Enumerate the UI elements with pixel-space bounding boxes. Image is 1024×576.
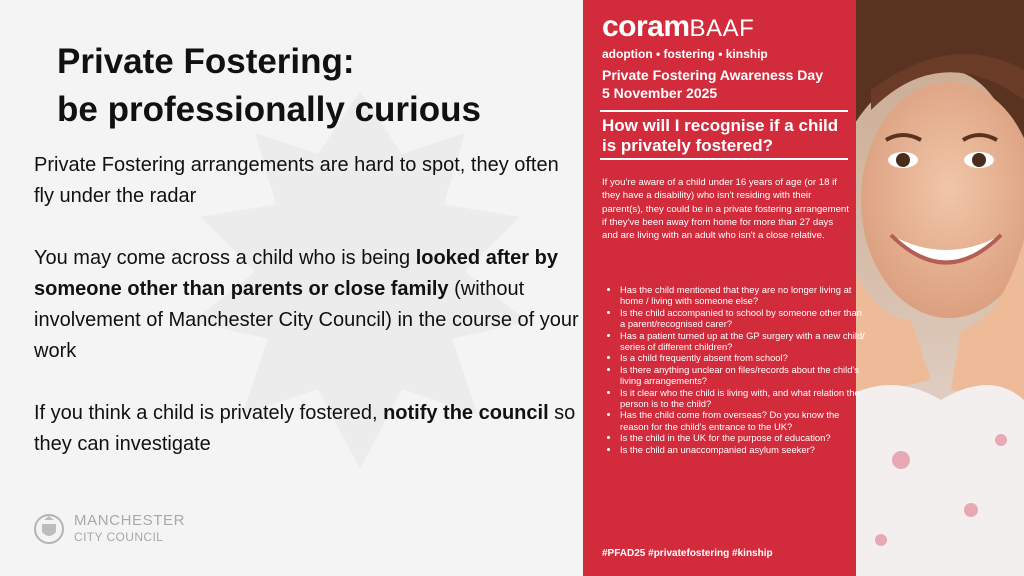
list-item: • Is the child an unaccompanied asylum seeker? [620,444,866,455]
paragraph-notify-bold: notify the council [383,402,549,424]
divider-bottom [600,158,848,160]
corambaaf-logo [602,10,768,61]
list-item: • Is a child frequently absent from school? [620,352,866,363]
logo-main: coram [602,10,690,43]
event-info [602,66,823,102]
paragraph-notify-end: so they can investigate [34,402,576,455]
paragraph-looked-after [34,243,582,367]
logo-wordmark [602,10,768,46]
slide-body [34,150,582,491]
child-photo [851,0,1024,576]
list-item: • Is there anything unclear on files/records about the child's living arrangements? [620,364,866,387]
manchester-crest-icon [32,512,66,546]
list-item: • Has the child come from overseas? Do you know the reason for the child's entrance to the UK? [620,409,866,432]
council-name-line1: MANCHESTER [74,512,186,529]
council-name [74,512,185,546]
event-title: Private Fostering Awareness Day [602,67,823,83]
paragraph-radar: Private Fostering arrangements are hard to spot, they often fly under the radar [34,154,559,207]
council-name-line2: CITY COUNCIL [74,530,164,544]
slide-title-line1: Private Fostering: [57,42,355,81]
paragraph-looked-after-end: (without involvement of Manchester City Council) in the course of your work [34,278,579,362]
list-item: • Is the child accompanied to school by someone other than a parent/recognised carer? [620,307,866,330]
poster-question: How will I recognise if a child is privately fostered? [602,116,839,155]
list-item: • Has the child mentioned that they are no longer living at home / living with someone else? [620,284,866,307]
smiling-child-image [851,0,1024,576]
slide-title [57,38,557,134]
slide-title-line2: be professionally curious [57,90,481,129]
logo-suffix: BAAF [689,15,755,42]
list-item: • Has a patient turned up at the GP surgery with a new child/ series of different children? [620,330,866,353]
awareness-poster [583,0,1024,576]
list-item: • Is it clear who the child is living with, and what relation the person is to the child? [620,387,866,410]
paragraph-notify-start: If you think a child is privately fostered, [34,402,384,424]
poster-hashtags: #PFAD25 #privatefostering #kinship [602,548,773,559]
divider-top [600,110,848,112]
recognition-questions [602,284,866,455]
paragraph-looked-after-start: You may come across a child who is being [34,247,416,269]
manchester-city-council-logo [32,510,232,550]
poster-intro: If you're aware of a child under 16 years of age (or 18 if they have a disability) who isn't residing with their parent(s), they could be in a private fostering arrangement if they've been away from home for more than 27 days and are living with an adult who isn't a close relative. [602,177,849,242]
list-item: • Is the child in the UK for the purpose of education? [620,432,866,443]
paragraph-looked-after-bold: looked after by someone other than parents or close family [34,247,558,300]
paragraph-notify [34,398,582,460]
logo-tagline: adoption • fostering • kinship [602,47,768,61]
event-date: 5 November 2025 [602,85,718,101]
